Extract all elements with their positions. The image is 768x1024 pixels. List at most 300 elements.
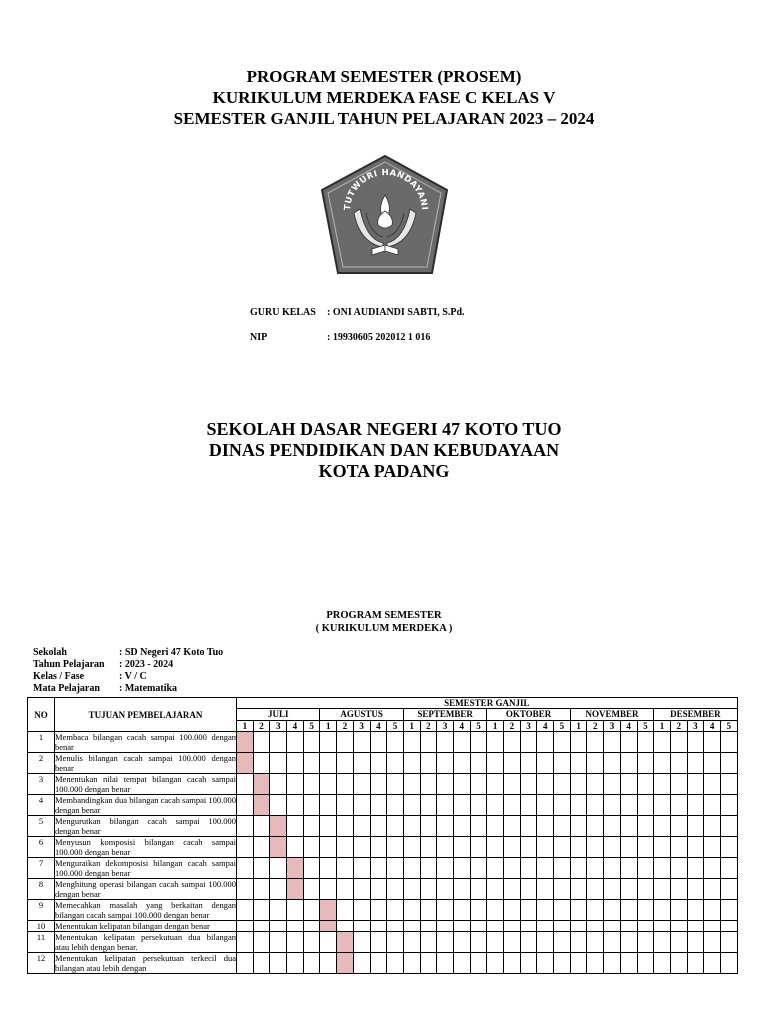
week-cell	[320, 879, 337, 900]
week-cell	[587, 837, 604, 858]
guru-kelas-row	[250, 307, 465, 318]
week-cell	[537, 879, 554, 900]
week-cell	[620, 953, 637, 974]
week-cell	[670, 837, 687, 858]
info-row-mapel	[33, 683, 223, 695]
week-cell	[537, 795, 554, 816]
week-header: 4	[370, 721, 387, 732]
week-cell	[403, 932, 420, 953]
tut-wuri-handayani-logo	[320, 153, 450, 278]
week-cell	[403, 900, 420, 921]
week-cell	[387, 932, 404, 953]
week-cell	[604, 932, 621, 953]
week-cell	[353, 795, 370, 816]
week-cell	[520, 953, 537, 974]
week-header: 2	[420, 721, 437, 732]
week-cell	[303, 900, 320, 921]
row-number: 7	[28, 858, 55, 879]
week-header: 5	[637, 721, 654, 732]
week-header: 1	[320, 721, 337, 732]
week-cell	[253, 879, 270, 900]
week-cell	[303, 795, 320, 816]
week-cell	[687, 879, 704, 900]
week-cell	[253, 932, 270, 953]
week-cell	[353, 774, 370, 795]
week-header: 2	[504, 721, 521, 732]
row-number: 4	[28, 795, 55, 816]
week-cell	[337, 879, 354, 900]
week-cell	[253, 921, 270, 932]
week-cell	[387, 879, 404, 900]
table-row	[28, 932, 738, 953]
week-header: 3	[353, 721, 370, 732]
week-cell	[570, 900, 587, 921]
week-cell	[487, 879, 504, 900]
info-row-kelas	[33, 671, 223, 683]
week-cell	[270, 953, 287, 974]
nip-value: : 19930605 202012 1 016	[327, 332, 431, 343]
week-cell	[437, 858, 454, 879]
week-cell	[487, 932, 504, 953]
week-cell	[303, 732, 320, 753]
week-cell	[237, 858, 254, 879]
week-cell	[487, 953, 504, 974]
scheduled-week-cell	[287, 879, 304, 900]
week-cell	[420, 879, 437, 900]
week-cell	[654, 900, 671, 921]
week-cell	[720, 795, 737, 816]
week-cell	[337, 816, 354, 837]
week-cell	[420, 816, 437, 837]
week-cell	[537, 774, 554, 795]
week-header: 1	[487, 721, 504, 732]
week-cell	[453, 795, 470, 816]
week-cell	[320, 858, 337, 879]
week-cell	[504, 900, 521, 921]
table-row	[28, 858, 738, 879]
week-cell	[720, 753, 737, 774]
week-cell	[654, 816, 671, 837]
week-cell	[270, 774, 287, 795]
week-cell	[620, 795, 637, 816]
week-cell	[670, 816, 687, 837]
week-cell	[253, 732, 270, 753]
week-cell	[604, 774, 621, 795]
school-line-2: DINAS PENDIDIKAN DAN KEBUDAYAAN	[208, 440, 560, 460]
week-cell	[670, 858, 687, 879]
row-number: 11	[28, 932, 55, 953]
week-cell	[337, 753, 354, 774]
week-cell	[270, 732, 287, 753]
week-cell	[387, 795, 404, 816]
learning-objective: Menguraikan dekomposisi bilangan cacah sampai 100.000 dengan benar	[55, 858, 236, 878]
week-cell	[353, 953, 370, 974]
table-row	[28, 816, 738, 837]
week-cell	[420, 774, 437, 795]
info-label: Kelas / Fase	[33, 671, 85, 682]
week-header: 4	[537, 721, 554, 732]
week-cell	[453, 774, 470, 795]
week-cell	[604, 795, 621, 816]
week-cell	[537, 732, 554, 753]
week-cell	[554, 816, 571, 837]
learning-objective: Menentukan kelipatan bilangan dengan benar	[55, 921, 237, 932]
week-cell	[504, 774, 521, 795]
week-cell	[687, 932, 704, 953]
week-header: 4	[453, 721, 470, 732]
week-cell	[270, 932, 287, 953]
week-cell	[670, 795, 687, 816]
school-block	[0, 419, 768, 482]
week-cell	[320, 795, 337, 816]
week-cell	[470, 953, 487, 974]
week-cell	[420, 921, 437, 932]
week-cell	[270, 795, 287, 816]
week-cell	[620, 858, 637, 879]
learning-objective: Membandingkan dua bilangan cacah sampai 100.000 dengan benar	[55, 795, 236, 815]
week-cell	[537, 837, 554, 858]
week-cell	[520, 932, 537, 953]
week-header: 1	[570, 721, 587, 732]
week-cell	[570, 932, 587, 953]
week-cell	[237, 837, 254, 858]
program-heading	[0, 609, 768, 635]
col-no-header: NO	[28, 698, 55, 732]
week-cell	[704, 900, 721, 921]
week-cell	[554, 900, 571, 921]
program-subtitle: ( KURIKULUM MERDEKA )	[315, 623, 453, 634]
week-cell	[720, 932, 737, 953]
week-cell	[520, 858, 537, 879]
week-cell	[670, 879, 687, 900]
week-cell	[387, 774, 404, 795]
week-cell	[554, 753, 571, 774]
week-cell	[387, 858, 404, 879]
cover-title-line-2: KURIKULUM MERDEKA FASE C KELAS V	[212, 88, 556, 107]
prosem-table	[27, 697, 738, 974]
week-cell	[654, 732, 671, 753]
week-cell	[604, 753, 621, 774]
scheduled-week-cell	[320, 900, 337, 921]
week-cell	[387, 921, 404, 932]
week-cell	[270, 753, 287, 774]
week-cell	[704, 753, 721, 774]
week-cell	[487, 753, 504, 774]
week-cell	[637, 879, 654, 900]
week-cell	[570, 837, 587, 858]
week-cell	[387, 732, 404, 753]
week-cell	[420, 795, 437, 816]
week-cell	[287, 837, 304, 858]
week-cell	[370, 858, 387, 879]
week-cell	[270, 879, 287, 900]
week-cell	[587, 858, 604, 879]
week-cell	[320, 932, 337, 953]
learning-objective: Menulis bilangan cacah sampai 100.000 dengan benar	[55, 753, 236, 773]
week-cell	[554, 774, 571, 795]
week-header: 3	[604, 721, 621, 732]
learning-objective: Menentukan kelipatan persekutuan terkecil dua bilangan atau lebih dengan	[55, 953, 236, 973]
week-cell	[353, 900, 370, 921]
week-header: 4	[620, 721, 637, 732]
week-cell	[370, 753, 387, 774]
week-cell	[554, 837, 571, 858]
week-cell	[604, 837, 621, 858]
scheduled-week-cell	[237, 732, 254, 753]
week-cell	[487, 774, 504, 795]
week-cell	[237, 921, 254, 932]
month-header: SEPTEMBER	[403, 709, 486, 721]
week-header: 5	[720, 721, 737, 732]
week-header: 5	[554, 721, 571, 732]
week-header: 4	[704, 721, 721, 732]
week-cell	[570, 879, 587, 900]
row-number: 9	[28, 900, 55, 921]
week-cell	[470, 795, 487, 816]
week-cell	[504, 858, 521, 879]
week-cell	[587, 774, 604, 795]
week-cell	[403, 795, 420, 816]
week-cell	[287, 774, 304, 795]
week-cell	[720, 953, 737, 974]
week-header: 2	[253, 721, 270, 732]
info-row-sekolah	[33, 647, 223, 659]
week-cell	[704, 795, 721, 816]
week-header: 5	[303, 721, 320, 732]
week-cell	[537, 900, 554, 921]
learning-objective: Mengurutkan bilangan cacah sampai 100.000 dengan benar	[55, 816, 236, 836]
week-cell	[370, 816, 387, 837]
week-cell	[720, 879, 737, 900]
week-cell	[604, 816, 621, 837]
week-cell	[420, 900, 437, 921]
week-cell	[303, 774, 320, 795]
week-cell	[570, 732, 587, 753]
week-cell	[353, 858, 370, 879]
row-number: 2	[28, 753, 55, 774]
week-cell	[687, 953, 704, 974]
table-row	[28, 795, 738, 816]
week-cell	[470, 774, 487, 795]
week-cell	[437, 953, 454, 974]
week-cell	[303, 858, 320, 879]
week-cell	[687, 774, 704, 795]
week-cell	[403, 837, 420, 858]
week-cell	[437, 879, 454, 900]
week-cell	[437, 795, 454, 816]
week-cell	[420, 753, 437, 774]
week-cell	[453, 900, 470, 921]
week-cell	[403, 858, 420, 879]
cover-title-line-3: SEMESTER GANJIL TAHUN PELAJARAN 2023 – 2024	[173, 109, 595, 128]
week-cell	[520, 795, 537, 816]
table-row	[28, 900, 738, 921]
week-cell	[637, 932, 654, 953]
week-cell	[604, 900, 621, 921]
week-header: 3	[520, 721, 537, 732]
school-line-3: KOTA PADANG	[318, 461, 450, 481]
week-cell	[687, 753, 704, 774]
week-cell	[353, 921, 370, 932]
table-row	[28, 879, 738, 900]
nip-label: NIP	[250, 332, 268, 343]
week-cell	[303, 879, 320, 900]
week-cell	[470, 753, 487, 774]
week-cell	[620, 732, 637, 753]
week-cell	[637, 921, 654, 932]
row-number: 6	[28, 837, 55, 858]
month-header: OKTOBER	[487, 709, 570, 721]
week-header: 2	[587, 721, 604, 732]
week-cell	[704, 858, 721, 879]
info-row-tahun	[33, 659, 223, 671]
week-cell	[537, 858, 554, 879]
week-cell	[520, 732, 537, 753]
week-cell	[537, 753, 554, 774]
week-cell	[620, 879, 637, 900]
week-cell	[253, 953, 270, 974]
week-cell	[637, 816, 654, 837]
row-number: 12	[28, 953, 55, 974]
col-tujuan-header: TUJUAN PEMBELAJARAN	[55, 698, 237, 732]
week-cell	[320, 816, 337, 837]
week-cell	[403, 953, 420, 974]
week-cell	[537, 921, 554, 932]
week-cell	[654, 858, 671, 879]
program-title: PROGRAM SEMESTER	[326, 610, 442, 621]
week-cell	[537, 953, 554, 974]
month-header: DESEMBER	[654, 709, 737, 721]
week-cell	[370, 900, 387, 921]
week-cell	[237, 774, 254, 795]
week-cell	[470, 732, 487, 753]
week-cell	[587, 921, 604, 932]
week-cell	[370, 879, 387, 900]
week-header: 1	[654, 721, 671, 732]
week-header: 5	[387, 721, 404, 732]
week-cell	[504, 795, 521, 816]
week-cell	[437, 732, 454, 753]
week-cell	[470, 932, 487, 953]
week-cell	[704, 879, 721, 900]
week-cell	[720, 774, 737, 795]
learning-objective: Menentukan nilai tempat bilangan cacah sampai 100.000 dengan benar	[55, 774, 236, 794]
week-cell	[470, 837, 487, 858]
week-cell	[353, 732, 370, 753]
week-cell	[670, 921, 687, 932]
week-cell	[637, 953, 654, 974]
week-cell	[654, 932, 671, 953]
learning-objective: Menentukan kelipatan persekutuan dua bilangan atau lebih dengan benar.	[55, 932, 236, 952]
week-header: 4	[287, 721, 304, 732]
week-cell	[554, 932, 571, 953]
week-cell	[403, 921, 420, 932]
week-cell	[337, 774, 354, 795]
week-header: 2	[337, 721, 354, 732]
week-cell	[504, 816, 521, 837]
week-cell	[303, 816, 320, 837]
week-cell	[487, 816, 504, 837]
week-cell	[604, 858, 621, 879]
week-cell	[687, 921, 704, 932]
week-cell	[270, 858, 287, 879]
week-cell	[504, 921, 521, 932]
week-cell	[370, 953, 387, 974]
week-cell	[570, 774, 587, 795]
week-cell	[670, 753, 687, 774]
week-cell	[487, 732, 504, 753]
week-cell	[287, 921, 304, 932]
week-cell	[687, 900, 704, 921]
week-cell	[453, 732, 470, 753]
week-cell	[387, 900, 404, 921]
info-label: Tahun Pelajaran	[33, 659, 105, 670]
nip-row	[250, 332, 430, 343]
week-cell	[370, 921, 387, 932]
week-cell	[287, 816, 304, 837]
week-cell	[353, 879, 370, 900]
week-cell	[554, 879, 571, 900]
week-cell	[704, 932, 721, 953]
week-cell	[370, 732, 387, 753]
table-row	[28, 732, 738, 753]
week-cell	[654, 795, 671, 816]
week-cell	[470, 816, 487, 837]
week-cell	[704, 953, 721, 974]
info-value: : V / C	[119, 671, 147, 682]
week-cell	[287, 900, 304, 921]
week-cell	[720, 816, 737, 837]
week-cell	[620, 753, 637, 774]
info-value: : 2023 - 2024	[119, 659, 174, 670]
week-cell	[237, 795, 254, 816]
week-cell	[353, 753, 370, 774]
week-cell	[720, 858, 737, 879]
week-cell	[253, 816, 270, 837]
week-cell	[370, 932, 387, 953]
week-cell	[470, 900, 487, 921]
week-cell	[387, 753, 404, 774]
week-cell	[637, 837, 654, 858]
week-cell	[437, 921, 454, 932]
week-cell	[453, 753, 470, 774]
month-header: JULI	[237, 709, 320, 721]
week-cell	[604, 879, 621, 900]
week-cell	[587, 753, 604, 774]
week-cell	[320, 774, 337, 795]
week-cell	[320, 837, 337, 858]
week-cell	[453, 953, 470, 974]
week-cell	[604, 953, 621, 974]
cover-title-line-1: PROGRAM SEMESTER (PROSEM)	[246, 67, 522, 86]
week-cell	[303, 953, 320, 974]
week-cell	[570, 921, 587, 932]
info-block	[33, 647, 223, 695]
week-header: 1	[403, 721, 420, 732]
week-cell	[687, 795, 704, 816]
info-value: : Matematika	[119, 683, 178, 694]
week-cell	[453, 921, 470, 932]
week-header: 3	[687, 721, 704, 732]
week-cell	[620, 837, 637, 858]
week-cell	[704, 774, 721, 795]
week-cell	[504, 879, 521, 900]
week-cell	[270, 921, 287, 932]
week-cell	[337, 795, 354, 816]
week-cell	[570, 753, 587, 774]
week-cell	[353, 932, 370, 953]
week-cell	[287, 753, 304, 774]
